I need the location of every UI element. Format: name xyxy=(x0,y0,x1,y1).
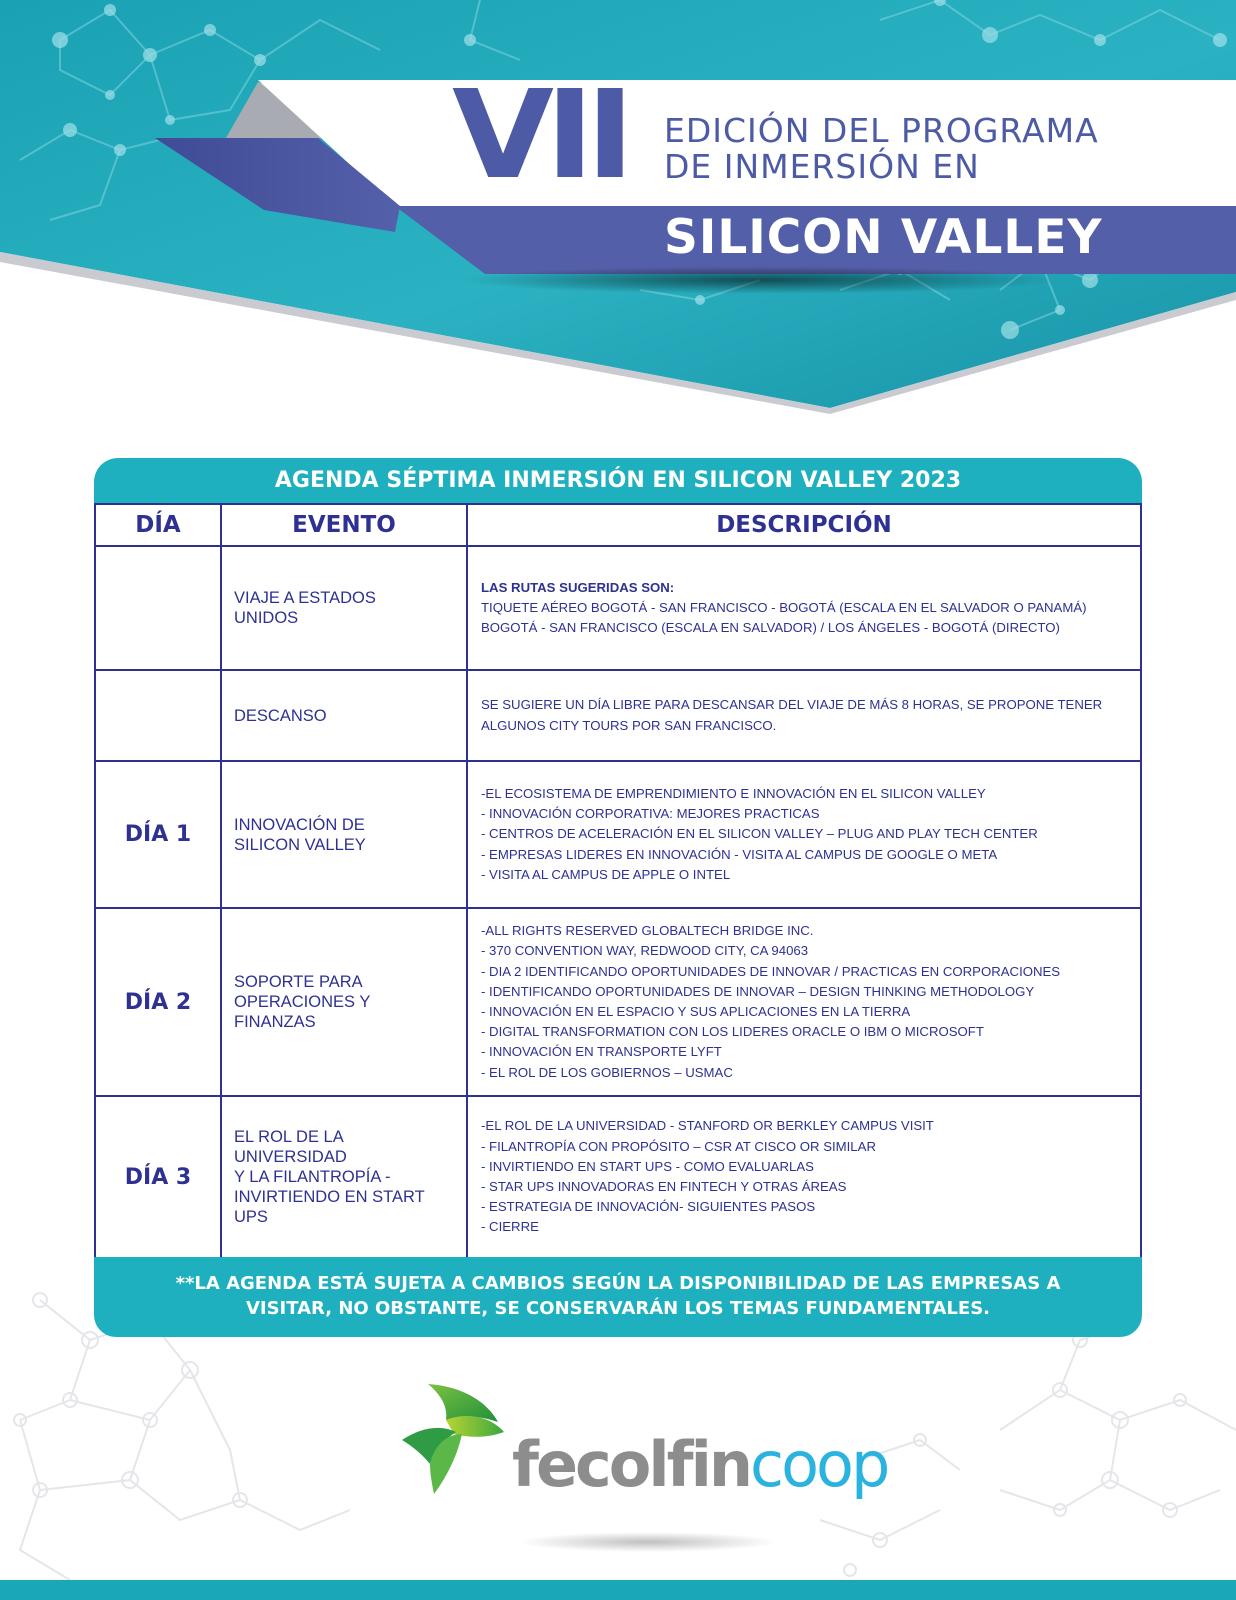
row-event xyxy=(221,908,467,1096)
agenda-footnote xyxy=(94,1257,1142,1337)
agenda-table-card xyxy=(94,458,1142,1336)
table-row xyxy=(95,670,1141,761)
description-line: TIQUETE AÉREO BOGOTÁ - SAN FRANCISCO - BOGOTÁ (ESCALA EN EL SALVADOR O PANAMÁ) xyxy=(481,599,1087,615)
row-day xyxy=(95,546,221,670)
brand-wordmark-part-2: coop xyxy=(750,1428,888,1501)
table-row xyxy=(95,761,1141,908)
program-subtitle-line-1: EDICIÓN DEL PROGRAMA xyxy=(664,111,1099,150)
row-day: DÍA 2 xyxy=(95,908,221,1096)
row-description xyxy=(467,908,1141,1096)
description-line: - STAR UPS INNOVADORAS EN FINTECH Y OTRAS ÁREAS xyxy=(481,1179,847,1194)
agenda-heading: AGENDA SÉPTIMA INMERSIÓN EN SILICON VALLEY 2023 xyxy=(94,458,1142,503)
description-line: -ALL RIGHTS RESERVED GLOBALTECH BRIDGE INC. xyxy=(481,923,814,939)
description-line: - ESTRATEGIA DE INNOVACIÓN- SIGUIENTES PASOS xyxy=(481,1199,816,1215)
edition-number: VII xyxy=(452,64,627,206)
table-header-row xyxy=(95,504,1141,546)
description-line: - INVIRTIENDO EN START UPS - COMO EVALUARLAS xyxy=(481,1158,814,1174)
description-line: - INNOVACIÓN EN TRANSPORTE LYFT xyxy=(481,1044,722,1060)
description-line: -EL ROL DE LA UNIVERSIDAD - STANFORD OR BERKLEY CAMPUS VISIT xyxy=(481,1118,934,1134)
event-line: FINANZAS xyxy=(234,1013,316,1031)
description-line: - DIA 2 IDENTIFICANDO OPORTUNIDADES DE INNOVAR / PRACTICAS EN CORPORACIONES xyxy=(481,963,1061,979)
description-line: - CENTROS DE ACELERACIÓN EN EL SILICON VALLEY – PLUG AND PLAY TECH CENTER xyxy=(481,826,1038,842)
column-header-description: DESCRIPCIÓN xyxy=(467,504,1141,546)
event-line: Y LA FILANTROPÍA - xyxy=(234,1168,391,1186)
table-row xyxy=(95,908,1141,1096)
footnote-line: **LA AGENDA ESTÁ SUJETA A CAMBIOS SEGÚN LA DISPONIBILIDAD DE LAS EMPRESAS A xyxy=(175,1273,1061,1294)
table-row xyxy=(95,1096,1141,1258)
event-line: OPERACIONES Y xyxy=(234,993,371,1011)
description-line: -EL ECOSISTEMA DE EMPRENDIMIENTO E INNOVACIÓN EN EL SILICON VALLEY xyxy=(481,785,986,801)
description-line: ALGUNOS CITY TOURS POR SAN FRANCISCO. xyxy=(481,717,777,733)
row-event xyxy=(221,670,467,761)
event-line: INVIRTIENDO EN START xyxy=(234,1188,425,1206)
description-line: - EMPRESAS LIDERES EN INNOVACIÓN - VISITA AL CAMPUS DE GOOGLE O META xyxy=(481,846,998,862)
event-line: SILICON VALLEY xyxy=(234,835,366,854)
row-description xyxy=(467,546,1141,670)
row-description xyxy=(467,1096,1141,1258)
row-description xyxy=(467,761,1141,908)
event-line: EL ROL DE LA xyxy=(234,1128,344,1146)
event-line: UPS xyxy=(234,1208,268,1226)
description-line: - IDENTIFICANDO OPORTUNIDADES DE INNOVAR – DESIGN THINKING METHODOLOGY xyxy=(481,983,1035,999)
description-line: - INNOVACIÓN EN EL ESPACIO Y SUS APLICACIONES EN LA TIERRA xyxy=(481,1004,911,1019)
leaf-logo-icon xyxy=(400,1382,520,1502)
event-line: SOPORTE PARA xyxy=(234,973,363,991)
brand-wordmark-part-1: fecolfin xyxy=(512,1428,750,1501)
row-description xyxy=(467,670,1141,761)
description-line: - 370 CONVENTION WAY, REDWOOD CITY, CA 94063 xyxy=(481,943,809,959)
table-row xyxy=(95,546,1141,670)
event-line: INNOVACIÓN DE xyxy=(234,815,365,834)
description-line: - INNOVACIÓN CORPORATIVA: MEJORES PRACTICAS xyxy=(481,806,820,822)
footnote-line: VISITAR, NO OBSTANTE, SE CONSERVARÁN LOS TEMAS FUNDAMENTALES. xyxy=(245,1298,991,1319)
program-title: SILICON VALLEY xyxy=(664,210,1103,265)
row-event xyxy=(221,546,467,670)
program-subtitle-line-2: DE INMERSIÓN EN xyxy=(664,147,980,186)
agenda-table xyxy=(94,503,1142,1259)
event-line: UNIVERSIDAD xyxy=(234,1148,347,1166)
row-event xyxy=(221,1096,467,1258)
column-header-event: EVENTO xyxy=(221,504,467,546)
row-event xyxy=(221,761,467,908)
description-line: SE SUGIERE UN DÍA LIBRE PARA DESCANSAR DEL VIAJE DE MÁS 8 HORAS, SE PROPONE TENER xyxy=(481,697,1103,713)
event-line: UNIDOS xyxy=(234,609,299,627)
description-line: - DIGITAL TRANSFORMATION CON LOS LIDERES ORACLE O IBM O MICROSOFT xyxy=(481,1024,984,1040)
row-day: DÍA 3 xyxy=(95,1096,221,1258)
column-header-day: DÍA xyxy=(95,504,221,546)
description-line: - VISITA AL CAMPUS DE APPLE O INTEL xyxy=(481,866,731,882)
event-line: VIAJE A ESTADOS xyxy=(234,589,376,607)
description-line: - EL ROL DE LOS GOBIERNOS – USMAC xyxy=(481,1064,733,1080)
row-day: DÍA 1 xyxy=(95,761,221,908)
row-day xyxy=(95,670,221,761)
description-line: - FILANTROPÍA CON PROPÓSITO – CSR AT CISCO OR SIMILAR xyxy=(481,1138,876,1154)
description-heading: LAS RUTAS SUGERIDAS SON: xyxy=(481,579,675,595)
description-line: - CIERRE xyxy=(481,1219,539,1235)
event-line: DESCANSO xyxy=(234,706,327,725)
logo-shadow-graphic xyxy=(518,1530,778,1554)
brand-wordmark xyxy=(512,1428,888,1501)
description-line: BOGOTÁ - SAN FRANCISCO (ESCALA EN SALVADOR) / LOS ÁNGELES - BOGOTÁ (DIRECTO) xyxy=(481,620,1060,636)
footer-bar xyxy=(0,1580,1236,1600)
